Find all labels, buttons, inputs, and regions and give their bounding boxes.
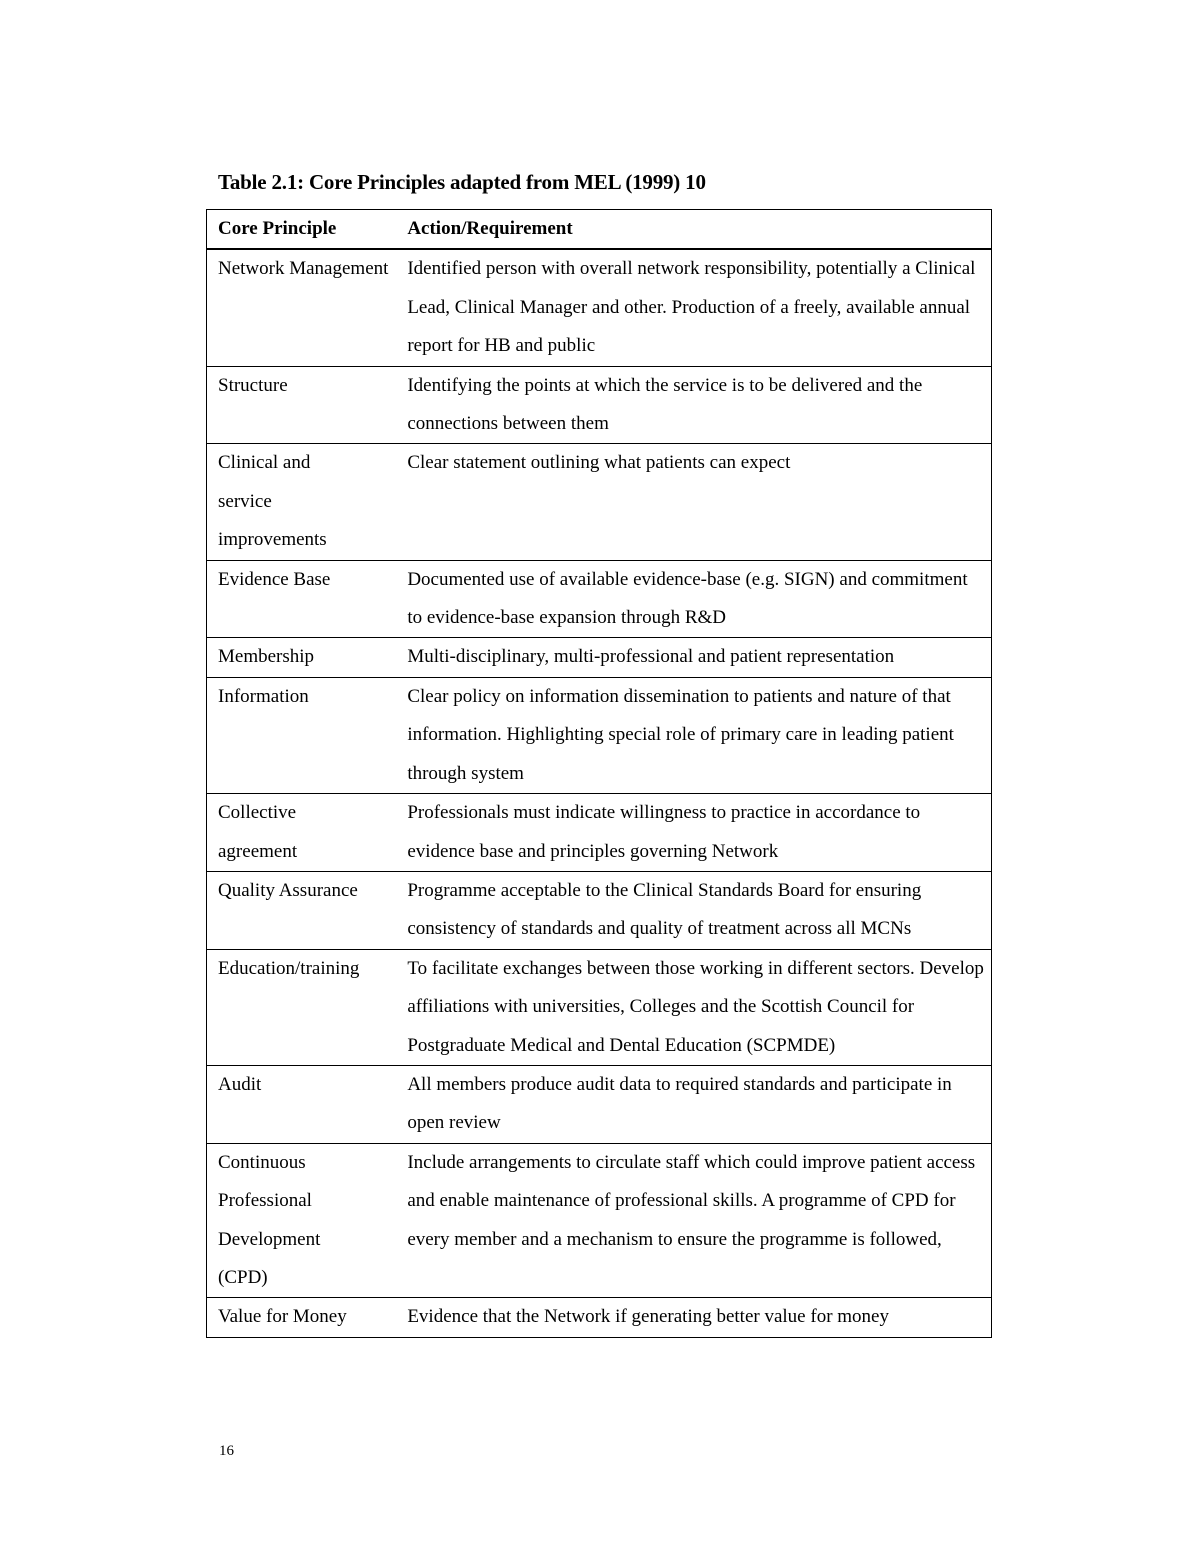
principle-cell: Value for Money xyxy=(207,1298,408,1337)
principle-cell: Network Management xyxy=(207,249,408,366)
table-row xyxy=(207,794,992,872)
table-row xyxy=(207,444,992,560)
table-row xyxy=(207,638,992,677)
principle-cell: Information xyxy=(207,677,408,793)
core-principles-table xyxy=(206,209,992,1338)
requirement-cell: Programme acceptable to the Clinical Standards Board for ensuring consistency of standards and quality of treatment across all MCNs xyxy=(407,871,991,949)
requirement-cell: Identified person with overall network responsibility, potentially a Clinical Lead, Clinical Manager and other. Production of a freely, available annual report for HB and public xyxy=(407,249,991,366)
principle-cell: Continuous Professional Development (CPD) xyxy=(207,1143,408,1298)
header-core-principle: Core Principle xyxy=(207,210,408,250)
requirement-cell: To facilitate exchanges between those working in different sectors. Develop affiliations with universities, Colleges and the Scottish Council for Postgraduate Medical and Dental Education (SCPMDE) xyxy=(407,949,991,1065)
principle-cell: Clinical and service improvements xyxy=(207,444,408,560)
principle-cell: Quality Assurance xyxy=(207,871,408,949)
header-action-requirement: Action/Requirement xyxy=(407,210,991,250)
table-row xyxy=(207,949,992,1065)
requirement-cell: All members produce audit data to required standards and participate in open review xyxy=(407,1065,991,1143)
requirement-cell: Clear statement outlining what patients can expect xyxy=(407,444,991,560)
table-row xyxy=(207,871,992,949)
principle-cell: Membership xyxy=(207,638,408,677)
requirement-cell: Clear policy on information dissemination to patients and nature of that information. Highlighting special role of primary care in leading patient through system xyxy=(407,677,991,793)
table-row xyxy=(207,249,992,366)
table-row xyxy=(207,1143,992,1298)
requirement-cell: Documented use of available evidence-base (e.g. SIGN) and commitment to evidence-base expansion through R&D xyxy=(407,560,991,638)
principle-cell: Education/training xyxy=(207,949,408,1065)
table-row xyxy=(207,1065,992,1143)
requirement-cell: Multi-disciplinary, multi-professional and patient representation xyxy=(407,638,991,677)
principle-cell: Evidence Base xyxy=(207,560,408,638)
table-row xyxy=(207,677,992,793)
principle-cell: Audit xyxy=(207,1065,408,1143)
requirement-cell: Include arrangements to circulate staff which could improve patient access and enable maintenance of professional skills. A programme of CPD for every member and a mechanism to ensure the programme is followed, xyxy=(407,1143,991,1298)
requirement-cell: Identifying the points at which the service is to be delivered and the connections between them xyxy=(407,366,991,444)
principle-cell: Collective agreement xyxy=(207,794,408,872)
requirement-cell: Professionals must indicate willingness to practice in accordance to evidence base and principles governing Network xyxy=(407,794,991,872)
table-header-row xyxy=(207,210,992,250)
page-number: 16 xyxy=(219,1443,234,1459)
table-caption: Table 2.1: Core Principles adapted from MEL (1999) 10 xyxy=(218,170,706,194)
requirement-cell: Evidence that the Network if generating better value for money xyxy=(407,1298,991,1337)
table-row xyxy=(207,366,992,444)
table-row xyxy=(207,1298,992,1337)
principle-cell: Structure xyxy=(207,366,408,444)
table-row xyxy=(207,560,992,638)
